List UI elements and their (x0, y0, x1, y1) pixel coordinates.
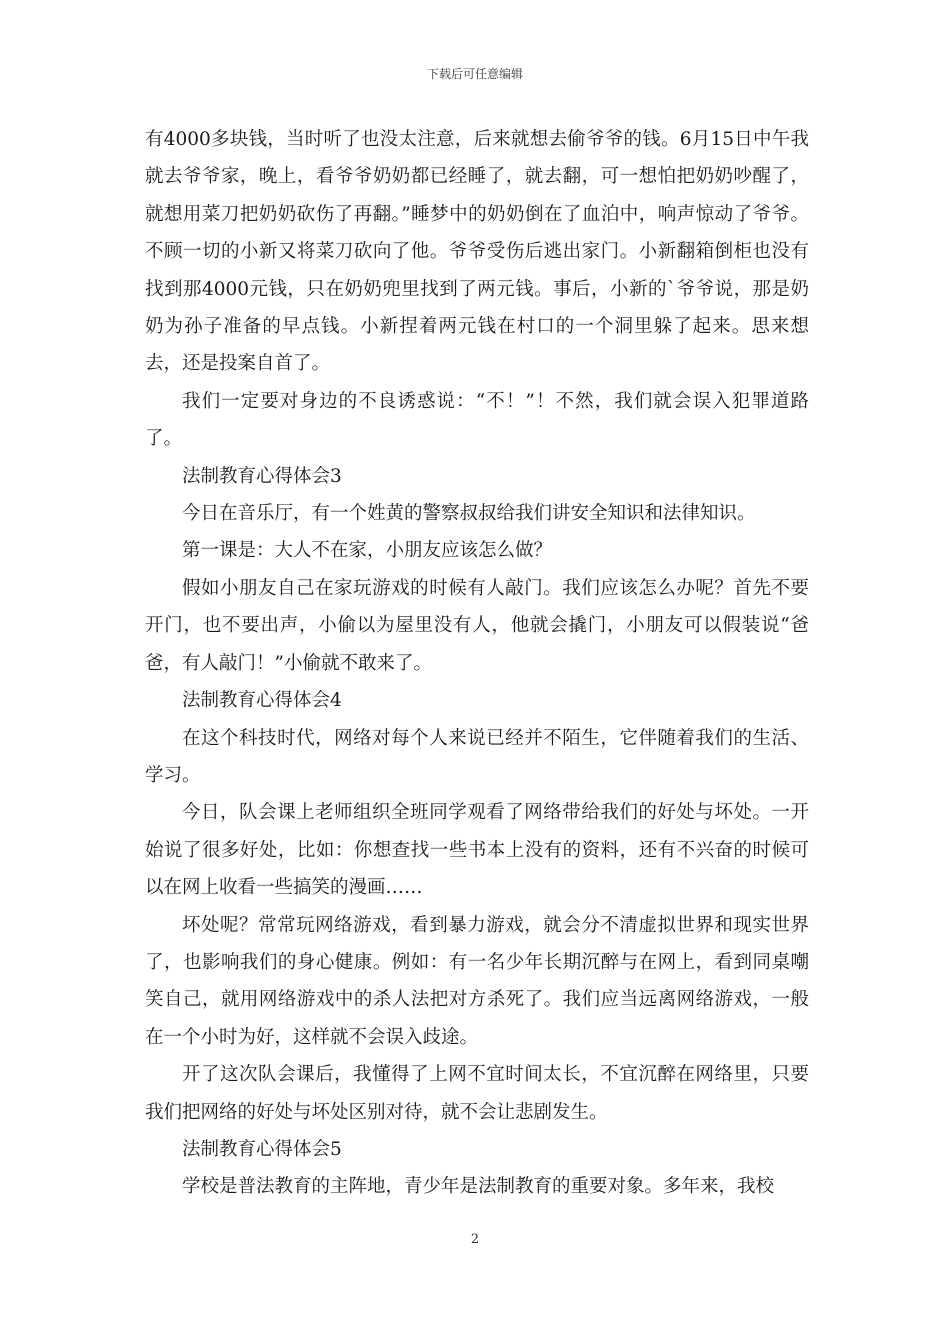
paragraph: 学校是普法教育的主阵地，青少年是法制教育的重要对象。多年来，我校 (182, 1176, 775, 1198)
paragraph: 开了这次队会课后，我懂得了上网不宜时间太长，不宜沉醉在网络里，只要我们把网络的好处与坏处区别对待，就不会让悲剧发生。 (145, 1064, 809, 1123)
section-heading: 法制教育心得体会5 (182, 1138, 342, 1160)
paragraph: 坏处呢？常常玩网络游戏，看到暴力游戏，就会分不清虚拟世界和现实世界了，也影响我们的身心健康。例如：有一名少年长期沉醉与在网上，看到同桌嘲笑自己，就用网络游戏中的杀人法把对方杀死了。我们应当远离网络游戏，一般在一个小时为好，这样就不会误入歧途。 (145, 914, 809, 1048)
page-header: 下载后可任意编辑 (426, 67, 523, 81)
paragraph: 假如小朋友自己在家玩游戏的时候有人敲门。我们应该怎么办呢？首先不要开门，也不要出声，小偷以为屋里没有人，他就会撬门，小朋友可以假装说“爸爸，有人敲门！”小偷就不敢来了。 (145, 577, 809, 674)
section-heading: 法制教育心得体会4 (182, 690, 342, 712)
paragraph: 第一课是：大人不在家，小朋友应该怎么做？ (182, 540, 553, 562)
paragraph: 今日在音乐厅，有一个姓黄的警察叔叔给我们讲安全知识和法律知识。 (182, 503, 756, 525)
document-body (145, 121, 809, 1206)
page-number: 2 (470, 1232, 480, 1247)
section-heading: 法制教育心得体会3 (182, 465, 342, 487)
paragraph: 我们一定要对身边的不良诱惑说：“不！”！不然，我们就会误入犯罪道路了。 (145, 390, 809, 450)
paragraph: 在这个科技时代，网络对每个人来说已经并不陌生，它伴随着我们的生活、学习。 (145, 727, 809, 786)
paragraph: 有4000多块钱，当时听了也没太注意，后来就想去偷爷爷的钱。6月15日中午我就去爷爷家，晚上，看爷爷奶奶都已经睡了，就去翻，可一想怕把奶奶吵醒了，就想用菜刀把奶奶砍伤了再翻。”睡梦中的奶奶倒在了血泊中，响声惊动了爷爷。不顾一切的小新又将菜刀砍向了他。爷爷受伤后逃出家门。小新翻箱倒柜也没有找到那4000元钱，只在奶奶兜里找到了两元钱。事后，小新的`爷爷说，那是奶奶为孙子准备的早点钱。小新捏着两元钱在村口的一个洞里躲了起来。思来想去，还是投案自首了。 (145, 129, 809, 375)
paragraph: 今日，队会课上老师组织全班同学观看了网络带给我们的好处与坏处。一开始说了很多好处，比如：你想查找一些书本上没有的资料，还有不兴奋的时候可以在网上收看一些搞笑的漫画…… (145, 802, 809, 899)
